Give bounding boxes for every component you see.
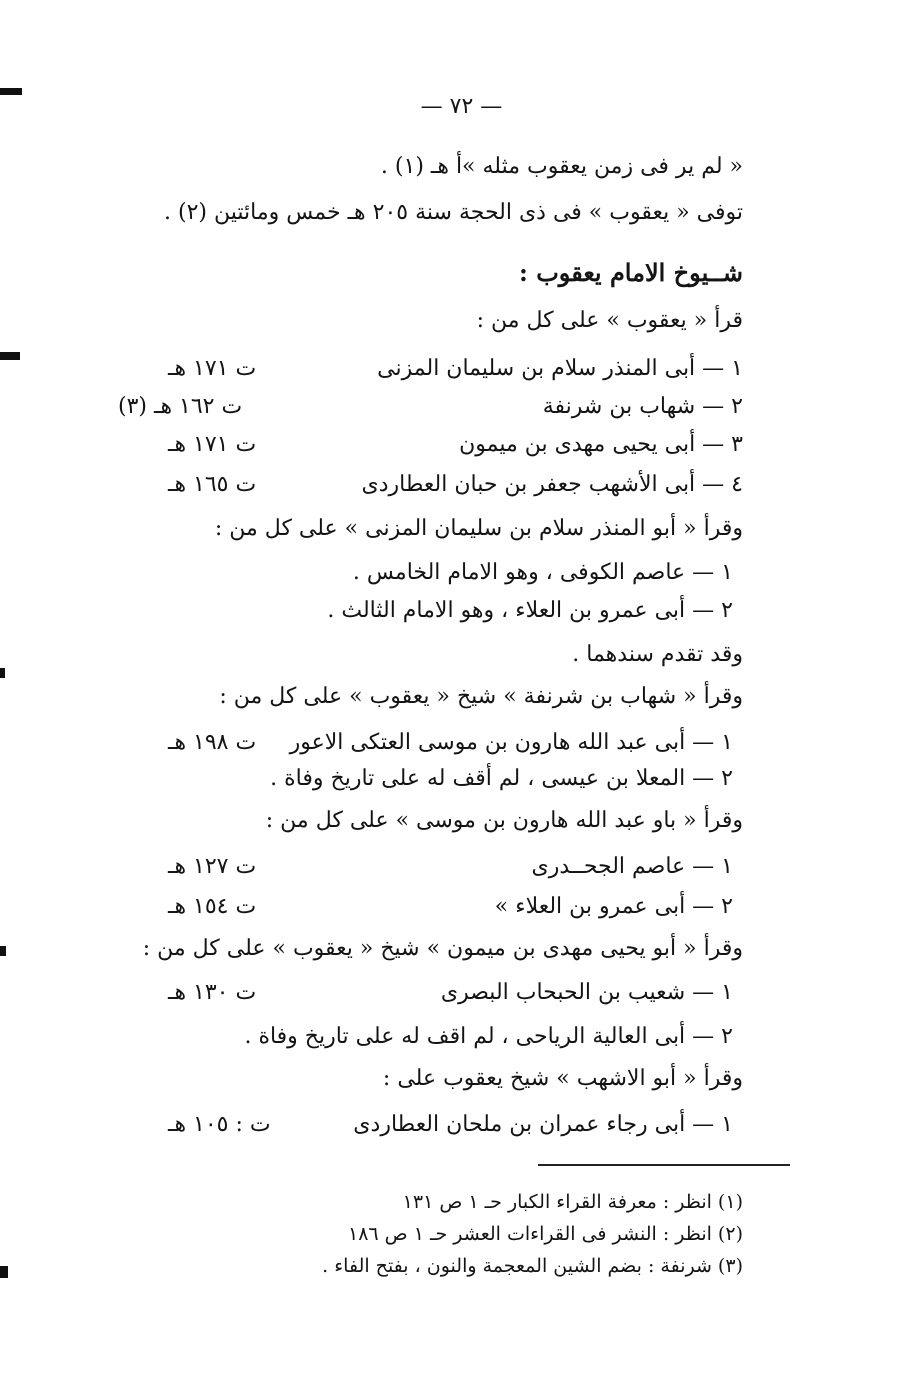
death-note-line: توفى « يعقوب » فى ذى الحجة سنة ٢٠٥ هـ خمس ومائتين (٢) . (164, 200, 743, 225)
lead-in: قرأ « يعقوب » على كل من : (476, 308, 743, 333)
section-lead: وقرأ « أبو الاشهب » شيخ يعقوب على : (382, 1066, 743, 1091)
list-item: ٢ — أبى عمرو بن العلاء » (494, 894, 733, 919)
death-date: ت ١٧١ هـ (168, 432, 257, 457)
footnote: (٢) انظر : النشر فى القراءات العشر حـ ١ ص ١٨٦ (348, 1223, 743, 1245)
list-item: ١ — عاصم الكوفى ، وهو الامام الخامس . (352, 560, 733, 585)
list-item: ٢ — أبى عمرو بن العلاء ، وهو الامام الثالث . (327, 598, 733, 623)
section-heading: شــيوخ الامام يعقوب : (518, 258, 743, 287)
scan-mark (0, 668, 5, 678)
footnote: (٣) شرنفة : بضم الشين المعجمة والنون ، بفتح الفاء . (322, 1255, 743, 1277)
teacher-name: ٣ — أبى يحيى مهدى بن ميمون (459, 432, 743, 457)
scan-mark (0, 352, 20, 360)
scan-mark (0, 946, 6, 956)
death-date: ت ١٩٨ هـ (168, 730, 257, 755)
death-date: ت ١٦٥ هـ (168, 472, 257, 497)
section-lead: وقرأ « أبو المنذر سلام بن سليمان المزنى » على كل من : (214, 516, 743, 541)
teacher-name: ٢ — شهاب بن شرنفة (542, 394, 743, 419)
death-date: ت : ١٠٥ هـ (168, 1112, 271, 1137)
footnote: (١) انظر : معرفة القراء الكبار حـ ١ ص ١٣١ (402, 1191, 743, 1213)
list-item: ١ — شعيب بن الحبحاب البصرى (440, 980, 733, 1005)
scan-mark (0, 1266, 8, 1278)
list-item: ٢ — أبى العالية الرياحى ، لم اقف له على تاريخ وفاة . (244, 1024, 733, 1049)
death-date: ت ١٣٠ هـ (168, 980, 257, 1005)
list-item: ١ — أبى رجاء عمران بن ملحان العطاردى (353, 1112, 733, 1137)
death-date: ت ١٦٢ هـ (٣) (118, 394, 243, 419)
death-date: ت ١٧١ هـ (168, 356, 257, 381)
section-lead: وقرأ « باو عبد الله هارون بن موسى » على كل من : (265, 808, 743, 833)
list-item: ٢ — المعلا بن عيسى ، لم أقف له على تاريخ وفاة . (270, 766, 733, 791)
footnote-divider (538, 1164, 790, 1166)
teacher-name: ٤ — أبى الأشهب جعفر بن حبان العطاردى (361, 472, 743, 497)
section-note: وقد تقدم سندهما . (572, 642, 743, 667)
list-item: ١ — عاصم الجحــدرى (531, 854, 733, 879)
quote-line: « لم ير فى زمن يعقوب مثله »أ هـ (١) . (380, 154, 743, 179)
section-lead: وقرأ « أبو يحيى مهدى بن ميمون » شيخ « يعقوب » على كل من : (142, 936, 743, 961)
teacher-name: ١ — أبى المنذر سلام بن سليمان المزنى (377, 356, 743, 381)
death-date: ت ١٥٤ هـ (168, 894, 257, 919)
death-date: ت ١٢٧ هـ (168, 854, 257, 879)
section-lead: وقرأ « شهاب بن شرنفة » شيخ « يعقوب » على كل من : (219, 684, 743, 709)
list-item: ١ — أبى عبد الله هارون بن موسى العتكى الاعور (289, 730, 733, 755)
page-number: — ٧٢ — (420, 94, 503, 119)
